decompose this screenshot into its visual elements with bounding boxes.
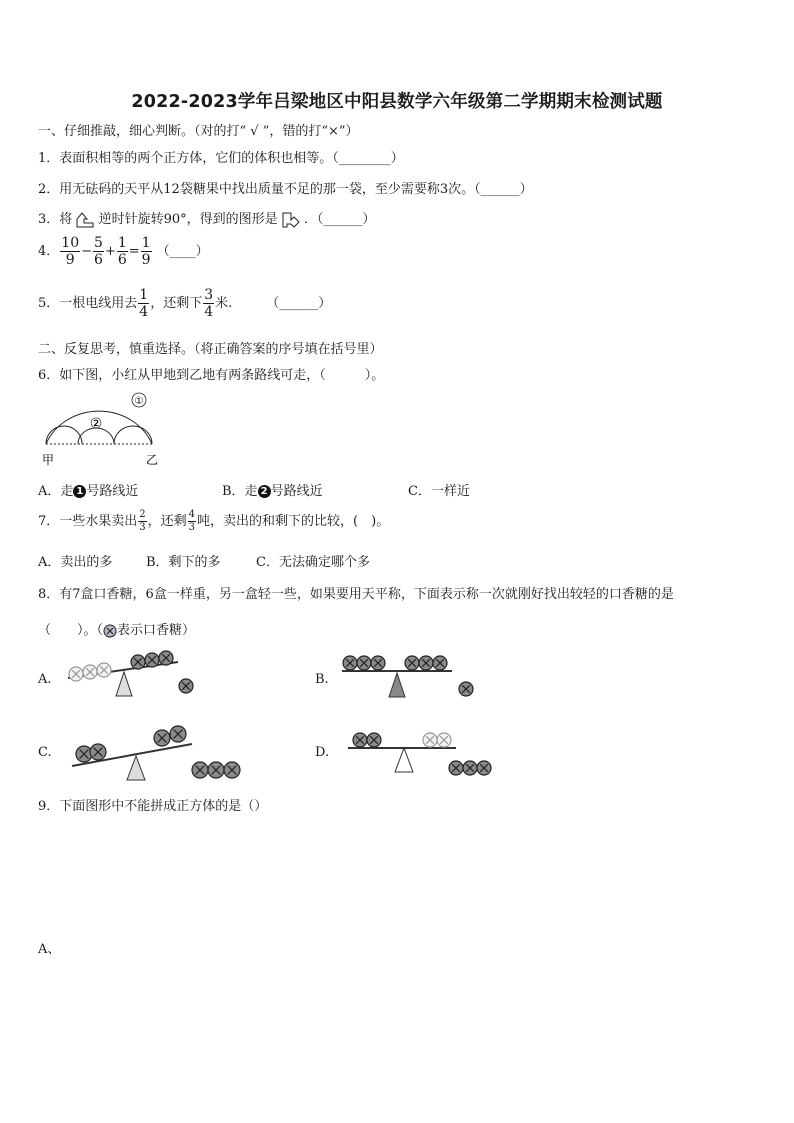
fulcrum [116,672,132,696]
question-7-suffix: 吨，卖出的和剩下的比较，( )。 [197,514,390,529]
question-1: 1．表面积相等的两个正方体，它们的体积也相等。（________） [38,151,404,166]
balance-D [346,728,506,780]
question-3-mid: 逆时针旋转90°，得到的图形是 [98,212,278,227]
arrow-shape-icon [76,212,94,228]
gum-box-icon [90,744,106,760]
fraction: $\frac{1}{6}$ [117,235,127,268]
fulcrum [395,748,413,772]
gum-box-icon [224,762,240,778]
question-4 [38,236,209,267]
start-label: 甲 [42,453,55,467]
balance-B [340,653,490,703]
question-4-label: 4． [38,244,60,259]
gum-box-icon [433,656,447,670]
fulcrum [127,756,145,780]
gum-box-icon [449,761,463,775]
fraction: $\frac{2}{3}$ [139,509,146,533]
gum-box-icon [154,730,170,746]
option-7A: A．卖出的多 [38,555,113,570]
gum-box-icon [76,746,92,762]
option-7C: C．无法确定哪个多 [256,555,370,570]
rotated-arrow-shape-icon [282,212,300,228]
fraction: $\frac{5}{6}$ [94,235,103,268]
question-5 [38,288,331,319]
gum-box-icon [343,656,357,670]
route-2-small-arc [114,426,152,444]
question-3-prefix: 3．将 [38,212,73,227]
question-6: 6．如下图，小红从甲地到乙地有两条路线可走，（ ）。 [38,368,385,383]
gum-box-icon [371,656,385,670]
gum-box-icon [423,733,437,747]
circled-number-icon: 1 [73,485,86,498]
gum-box-icon [179,679,193,693]
route-diagram [38,388,168,468]
gum-box-icon [69,667,83,681]
gum-box-icon [437,733,451,747]
question-3-suffix: ．（______） [303,212,376,227]
question-8-line-2: （ ）。（ 表示口香糖） [38,623,196,638]
question-7-mid: ，还剩 [147,514,187,529]
operator: − [81,244,93,259]
option-8B-label: B. [315,672,329,687]
question-5-mid: ，还剩下 [150,296,203,311]
balance-A [66,648,216,704]
route-2-label: ② [89,416,103,432]
question-5-suffix: 米. [215,296,233,311]
gum-box-icon [145,653,159,667]
operator: = [128,244,140,259]
question-2: 2．用无砝码的天平从12袋糖果中找出质量不足的那一袋，至少需要称3次。（______） [38,182,533,197]
gum-box-icon [159,651,173,665]
gum-box-icon [103,624,117,638]
fraction: $\frac{1}{4}$ [139,287,149,320]
question-3 [38,208,375,228]
question-9: 9．下面图形中不能拼成正方体的是（） [38,799,268,814]
question-8-line-1: 8．有7盒口香糖，6盒一样重，另一盒轻一些，如果要用天平称，下面表示称一次就刚好找出较轻的口香糖的是 [38,587,674,602]
section-1-heading: 一、仔细推敲，细心判断。（对的打“ √ ”，错的打“×”） [38,124,359,139]
fraction: $\frac{4}{3}$ [188,509,196,533]
option-7B: B．剩下的多 [146,555,221,570]
fraction: $\frac{1}{9}$ [141,235,151,268]
option-6C: C．一样近 [408,484,470,499]
question-5-answer-blank: （______） [266,296,332,311]
question-4-answer-blank: （____） [156,244,209,259]
gum-box-icon [192,762,208,778]
question-5-prefix: 5．一根电线用去 [38,296,138,311]
gum-box-icon [170,726,186,742]
gum-box-icon [131,655,145,669]
gum-box-icon [357,656,371,670]
fraction: $\frac{10}{9}$ [61,235,80,268]
gum-box-icon [367,733,381,747]
balance-C [70,722,250,782]
circled-number-icon: 2 [258,485,271,498]
gum-box-icon [97,663,111,677]
option-8D-label: D. [315,745,330,760]
route-1-label: ① [134,396,144,407]
gum-box-icon [459,682,473,696]
end-label: 乙 [146,453,159,467]
section-2-heading: 二、反复思考，慎重选择。（将正确答案的序号填在括号里） [38,342,383,357]
gum-box-icon [208,762,224,778]
page-title: 2022-2023学年吕梁地区中阳县数学六年级第二学期期末检测试题 [131,92,663,112]
option-6A: A．走 1 号路线近 [38,484,139,499]
gum-box-icon [463,761,477,775]
operator: + [104,244,116,259]
option-9A: A、 [38,942,61,957]
gum-box-icon [83,665,97,679]
gum-box-icon [477,761,491,775]
question-7-prefix: 7．一些水果卖出 [38,514,138,529]
option-8A-label: A. [38,672,52,687]
option-6B: B．走 2 号路线近 [222,484,323,499]
gum-box-icon [353,733,367,747]
fraction: $\frac{3}{4}$ [204,287,214,320]
fulcrum [389,673,405,697]
gum-box-icon [405,656,419,670]
gum-box-icon [419,656,433,670]
option-8C-label: C. [38,745,52,760]
question-7 [38,510,389,533]
